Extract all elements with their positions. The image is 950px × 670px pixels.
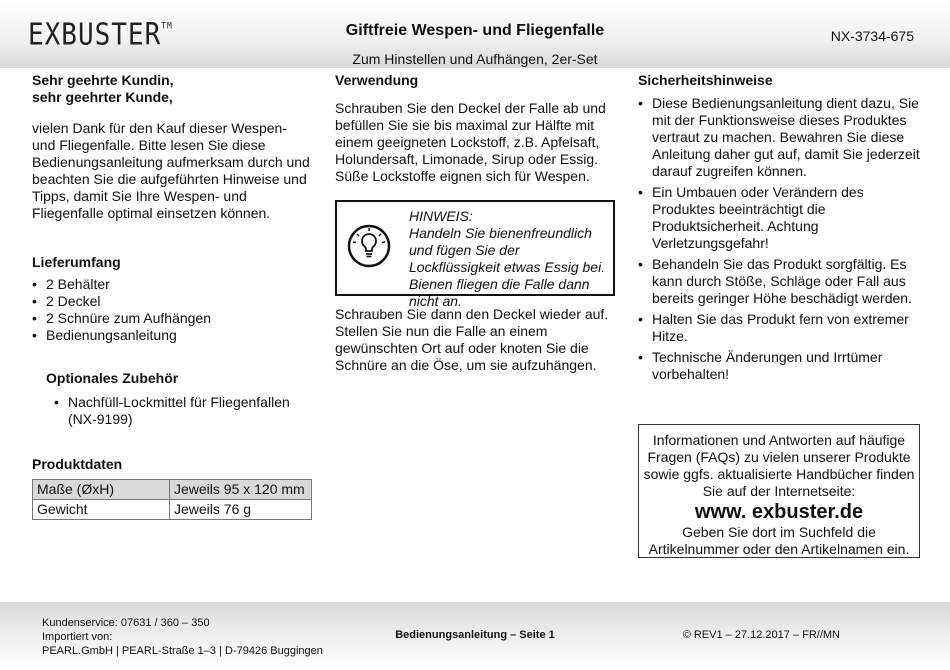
lightbulb-icon [347, 224, 391, 268]
website-link[interactable]: www. exbuster.de [694, 501, 864, 523]
hint-box [335, 200, 615, 309]
column-intro [32, 72, 314, 520]
list-item: • Diese Bedienungsanleitung dient dazu, Sie mit der Funktionsweise dieses Produktes vertraut zu machen. Bewahren Sie diese Anleitung daher gut auf, damit Sie jederzeit darauf zugreifen können. [638, 95, 920, 180]
list-item: • Halten Sie das Produkt fern von extremer Hitze. [638, 311, 920, 345]
list-item: • Technische Änderungen und Irrtümer vorbehalten! [638, 349, 920, 383]
usage-heading: Verwendung [335, 72, 419, 88]
document-title: Giftfreie Wespen- und Fliegenfalle [345, 22, 605, 39]
article-number: NX-3734-675 [830, 28, 914, 44]
hint-title: HINWEIS: [409, 208, 473, 224]
column-safety [638, 72, 920, 387]
hint-body: Handeln Sie bienenfreundlich und fügen Sie der Lockflüssigkeit etwas Essig bei. Bienen fliegen die Falle dann nicht an. [409, 225, 606, 309]
list-item: • 2 Behälter [32, 276, 314, 293]
table-cell-label: Maße (ØxH) [33, 480, 170, 500]
list-item: • Bedienungsanleitung [32, 327, 314, 344]
safety-heading: Sicherheitshinweise [638, 72, 773, 88]
hint-text-block [409, 208, 609, 310]
document-subtitle: Zum Hinstellen und Aufhängen, 2er-Set [352, 51, 598, 67]
product-data-table [32, 479, 312, 520]
list-item: • Nachfüll-Lockmittel für Fliegenfallen (NX-9199) [54, 394, 314, 428]
usage-paragraph-1: Schrauben Sie den Deckel der Falle ab und befüllen Sie sie bis maximal zur Hälfte mit einem geeigneten Lockstoff, z.B. Apfelsaft, Holundersaft, Limonade, Sirup oder Essig. Süße Lockstoffe eignen sich für Wespen. [335, 100, 606, 184]
lieferumfang-heading: Lieferumfang [32, 254, 121, 270]
page-header [0, 0, 950, 68]
greeting-line-1: Sehr geehrte Kundin, [32, 72, 174, 88]
greeting-line-2: sehr geehrter Kunde, [32, 89, 173, 105]
info-text-2: Geben Sie dort im Suchfeld die Artikelnummer oder den Artikelnamen ein. [648, 524, 910, 557]
revision-info: © REV1 – 27.12.2017 – FR//MN [682, 629, 840, 641]
customer-service: Kundenservice: 07631 / 360 – 350 [42, 617, 210, 629]
usage-paragraph-2: Schrauben Sie dann den Deckel wieder auf. Stellen Sie nun die Falle an einem gewünschten Ort auf oder knoten Sie die Schnüre an die Öse, um sie aufzuhängen. [335, 306, 609, 373]
table-cell-label: Gewicht [33, 500, 170, 520]
table-cell-value: Jeweils 95 x 120 mm [170, 480, 312, 500]
list-item: • 2 Schnüre zum Aufhängen [32, 310, 314, 327]
table-cell-value: Jeweils 76 g [170, 500, 312, 520]
optional-accessories-heading: Optionales Zubehör [46, 370, 179, 386]
table-row [33, 480, 312, 500]
safety-list [638, 95, 920, 383]
list-item: • Behandeln Sie das Produkt sorgfältig. Es kann durch Stöße, Schläge oder Fall aus bereits geringer Höhe beschädigt werden. [638, 256, 920, 307]
intro-paragraph: vielen Dank für den Kauf dieser Wespen- und Fliegenfalle. Bitte lesen Sie diese Bedienungsanleitung aufmerksam durch und beachten Sie die aufgeführten Hinweise und Tipps, damit Sie Ihre Wespen- und Fliegenfalle optimal einsetzen können. [32, 120, 310, 221]
page-footer [0, 602, 950, 670]
page-number: Bedienungsanleitung – Seite 1 [395, 629, 555, 641]
importer-label: Importiert von: [42, 631, 113, 643]
info-text-1: Informationen und Antworten auf häufige Fragen (FAQs) zu vielen unserer Produkte sowie ggfs. aktualisierte Handbücher finden Sie auf der Internetseite: [643, 432, 915, 499]
column-usage [335, 72, 619, 374]
lieferumfang-list [32, 276, 314, 344]
table-row [33, 500, 312, 520]
list-item: • Ein Umbauen oder Verändern des Produktes beeinträchtigt die Produktsicherheit. Achtung Verletzungsgefahr! [638, 184, 920, 252]
importer-address: PEARL.GmbH | PEARL-Straße 1–3 | D-79426 Buggingen [42, 645, 323, 657]
product-data-heading: Produktdaten [32, 456, 123, 472]
brand-logo: EXBUSTER™ [28, 18, 173, 53]
list-item: • 2 Deckel [32, 293, 314, 310]
faq-info-box [638, 424, 920, 558]
optional-accessories-list [54, 394, 314, 428]
